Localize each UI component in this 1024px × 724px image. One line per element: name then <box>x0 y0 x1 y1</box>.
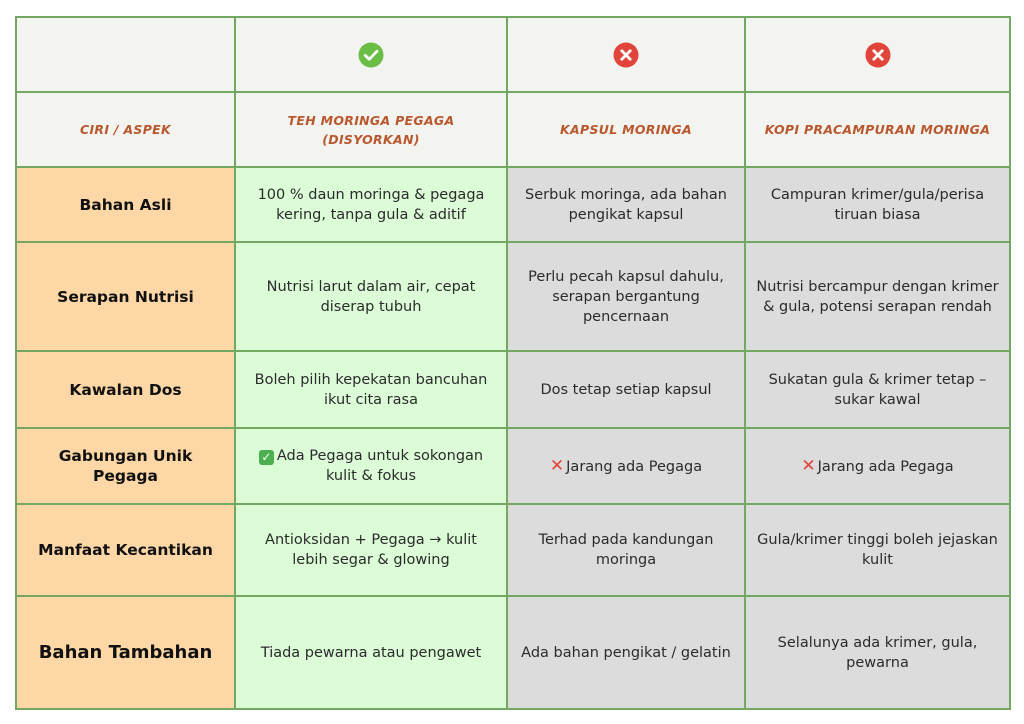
table-row <box>16 351 1010 428</box>
status-icon-row <box>16 17 1010 92</box>
aspect-cell: Serapan Nutrisi <box>16 242 235 351</box>
recommended-cell: Boleh pilih kepekatan bancuhan ikut cita rasa <box>235 351 507 428</box>
status-cell-recommended <box>235 17 507 92</box>
check-box-icon: ✓ <box>259 450 274 465</box>
aspect-cell: Bahan Tambahan <box>16 596 235 709</box>
comparison-table <box>15 16 1011 710</box>
coffee-cell-text: Jarang ada Pegaga <box>817 458 954 475</box>
coffee-cell: Sukatan gula & krimer tetap – sukar kawal <box>745 351 1010 428</box>
recommended-cell: Nutrisi larut dalam air, cepat diserap tubuh <box>235 242 507 351</box>
header-recommended: TEH MORINGA PEGAGA (DISYORKAN) <box>235 92 507 167</box>
check-circle-icon <box>358 42 384 68</box>
recommended-cell: 100 % daun moringa & pegaga kering, tanpa gula & aditif <box>235 167 507 242</box>
table-row <box>16 596 1010 709</box>
empty-corner-cell <box>16 17 235 92</box>
cross-mark-icon: ✕ <box>801 455 816 476</box>
x-circle-icon <box>613 42 639 68</box>
aspect-cell: Bahan Asli <box>16 167 235 242</box>
header-aspect: CIRI / ASPEK <box>16 92 235 167</box>
table-row <box>16 428 1010 504</box>
table-row <box>16 167 1010 242</box>
coffee-cell: Campuran krimer/gula/perisa tiruan biasa <box>745 167 1010 242</box>
table-row <box>16 504 1010 596</box>
header-capsule: KAPSUL MORINGA <box>507 92 745 167</box>
recommended-cell <box>235 428 507 504</box>
coffee-cell: Nutrisi bercampur dengan krimer & gula, potensi serapan rendah <box>745 242 1010 351</box>
coffee-cell <box>745 428 1010 504</box>
recommended-cell-text: Ada Pegaga untuk sokongan kulit & fokus <box>276 448 484 484</box>
comparison-table-wrapper <box>15 16 1009 710</box>
table-row <box>16 242 1010 351</box>
x-circle-icon <box>865 42 891 68</box>
capsule-cell: Serbuk moringa, ada bahan pengikat kapsul <box>507 167 745 242</box>
capsule-cell: Perlu pecah kapsul dahulu, serapan bergantung pencernaan <box>507 242 745 351</box>
aspect-cell: Gabungan Unik Pegaga <box>16 428 235 504</box>
aspect-cell: Kawalan Dos <box>16 351 235 428</box>
recommended-cell: Tiada pewarna atau pengawet <box>235 596 507 709</box>
capsule-cell <box>507 428 745 504</box>
coffee-cell: Gula/krimer tinggi boleh jejaskan kulit <box>745 504 1010 596</box>
status-cell-capsule <box>507 17 745 92</box>
status-cell-coffee <box>745 17 1010 92</box>
capsule-cell: Dos tetap setiap kapsul <box>507 351 745 428</box>
header-coffee: KOPI PRACAMPURAN MORINGA <box>745 92 1010 167</box>
capsule-cell: Terhad pada kandungan moringa <box>507 504 745 596</box>
capsule-cell: Ada bahan pengikat / gelatin <box>507 596 745 709</box>
aspect-cell: Manfaat Kecantikan <box>16 504 235 596</box>
header-row <box>16 92 1010 167</box>
coffee-cell: Selalunya ada krimer, gula, pewarna <box>745 596 1010 709</box>
cross-mark-icon: ✕ <box>549 455 565 476</box>
capsule-cell-text: Jarang ada Pegaga <box>566 458 703 475</box>
recommended-cell: Antioksidan + Pegaga → kulit lebih segar & glowing <box>235 504 507 596</box>
